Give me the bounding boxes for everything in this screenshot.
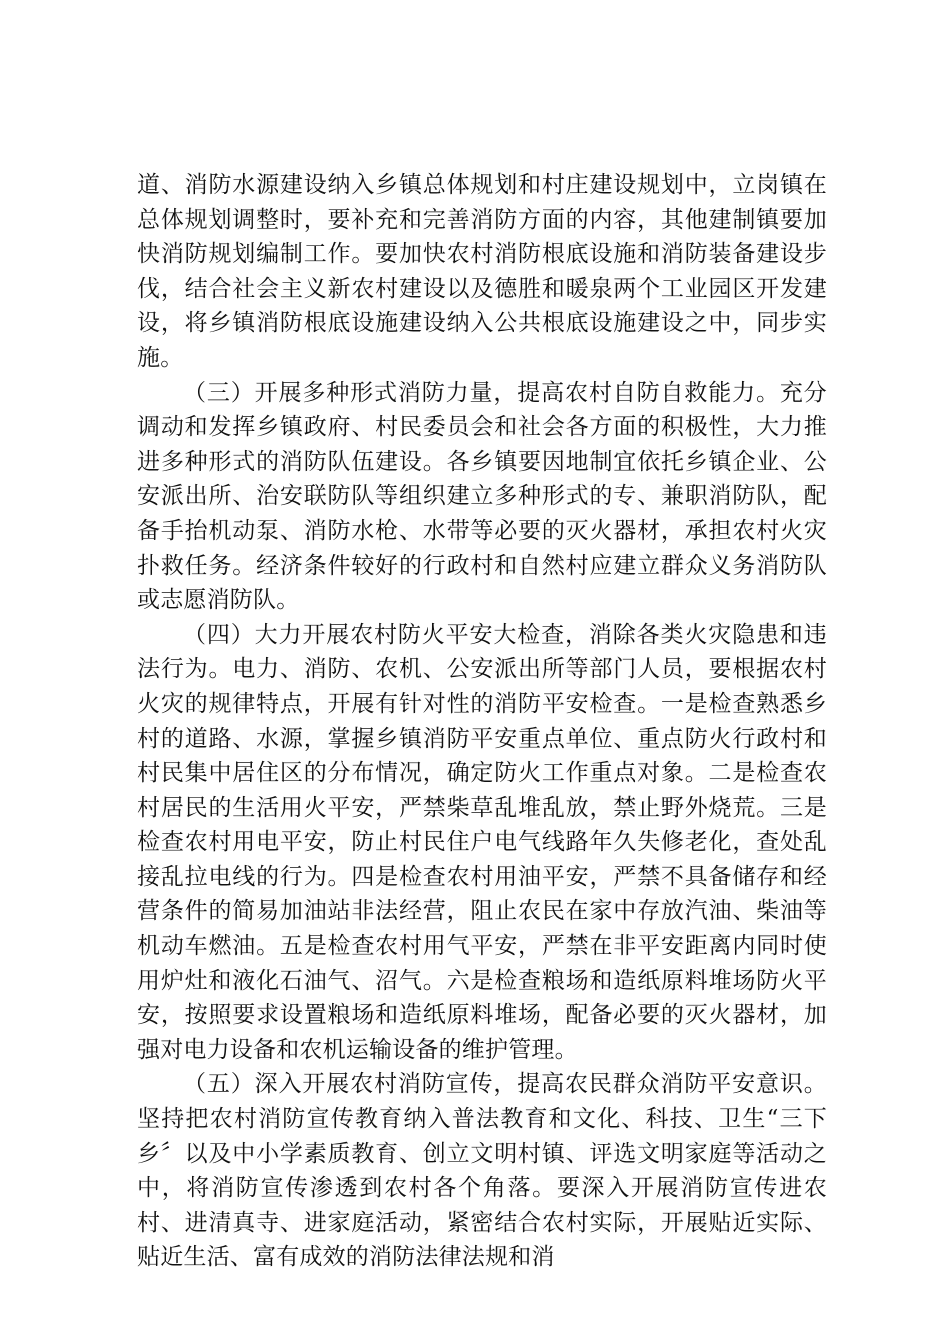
paragraph-4: （五）深入开展农村消防宣传，提高农民群众消防平安意识。坚持把农村消防宣传教育纳入普法教育和文化、科技、卫生“三下乡〞以及中小学素质教育、创立文明村镇、评选文明家庭等活动之中，将消防宣传渗透到农村各个角落。要深入开展消防宣传进农村、进清真寺、进家庭活动，紧密结合农村实际，开展贴近实际、贴近生活、富有成效的消防法律法规和消	[137, 1071, 827, 1271]
paragraph-3: （四）大力开展农村防火平安大检查，消除各类火灾隐患和违法行为。电力、消防、农机、公安派出所等部门人员，要根据农村火灾的规律特点，开展有针对性的消防平安检查。一是检查熟悉乡村的道路、水源，掌握乡镇消防平安重点单位、重点防火行政村和村民集中居住区的分布情况，确定防火工作重点对象。二是检查农村居民的生活用火平安，严禁柴草乱堆乱放，禁止野外烧荒。三是检查农村用电平安，防止村民住户电气线路年久失修老化，查处乱接乱拉电线的行为。四是检查农村用油平安，严禁不具备储存和经营条件的简易加油站非法经营，阻止农民在家中存放汽油、柴油等机动车燃油。五是检查农村用气平安，严禁在非平安距离内同时使用炉灶和液化石油气、沼气。六是检查粮场和造纸原料堆场防火平安，按照要求设置粮场和造纸原料堆场，配备必要的灭火器材，加强对电力设备和农机运输设备的维护管理。	[137, 621, 827, 1063]
body-text	[137, 168, 827, 1275]
paragraph-2: （三）开展多种形式消防力量，提高农村自防自救能力。充分调动和发挥乡镇政府、村民委员会和社会各方面的积极性，大力推进多种形式的消防队伍建设。各乡镇要因地制宜依托乡镇企业、公安派出所、治安联防队等组织建立多种形式的专、兼职消防队，配备手抬机动泵、消防水枪、水带等必要的灭火器材，承担农村火灾扑救任务。经济条件较好的行政村和自然村应建立群众义务消防队或志愿消防队。	[137, 379, 827, 614]
paragraph-1: 道、消防水源建设纳入乡镇总体规划和村庄建设规划中，立岗镇在总体规划调整时，要补充和完善消防方面的内容，其他建制镇要加快消防规划编制工作。要加快农村消防根底设施和消防装备建设步伐，结合社会主义新农村建设以及德胜和暖泉两个工业园区开发建设，将乡镇消防根底设施建设纳入公共根底设施建设之中，同步实施。	[137, 172, 827, 371]
